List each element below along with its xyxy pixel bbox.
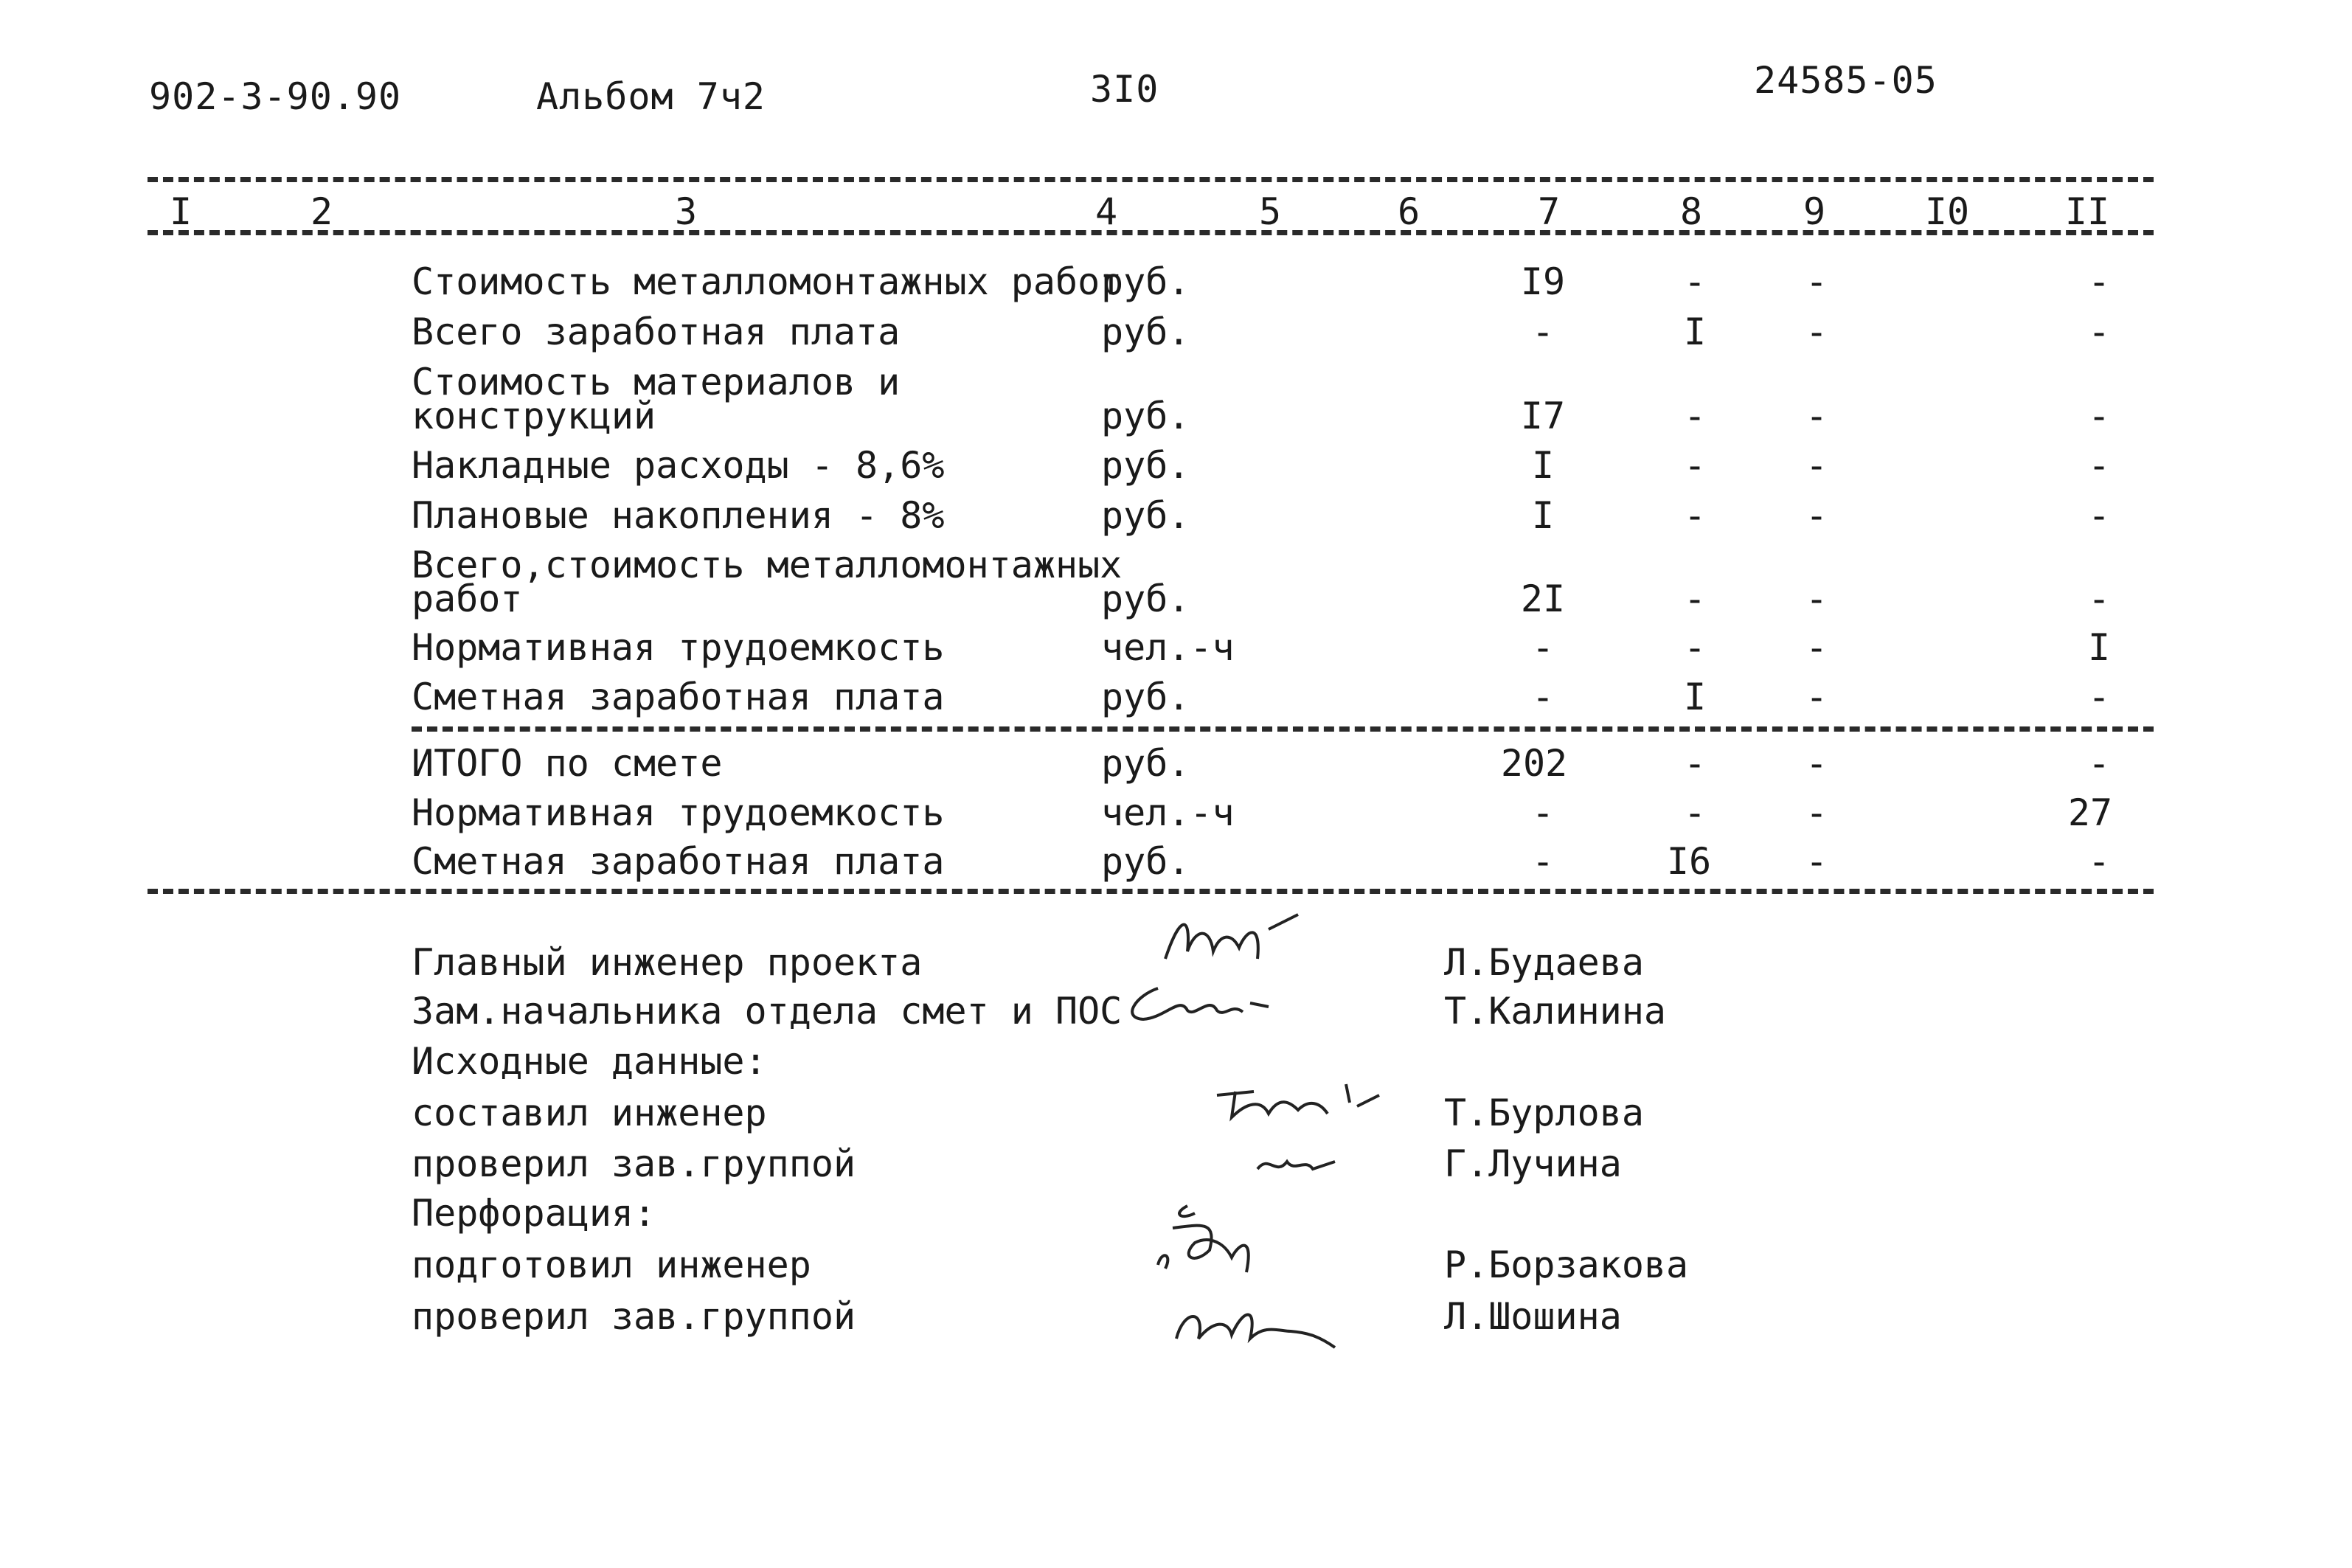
cell-col8: - <box>1683 494 1707 537</box>
table-top-rule <box>148 177 2154 182</box>
cell-col8: - <box>1683 395 1707 437</box>
column-number: II <box>2064 190 2110 233</box>
cell-col9: - <box>1805 311 1828 353</box>
handwritten-signature <box>1114 974 1305 1033</box>
totals-name: Сметная заработная плата <box>412 840 945 883</box>
cell-col7: I7 <box>1520 395 1566 437</box>
row-unit: руб. <box>1101 577 1190 620</box>
cell-col8: - <box>1683 791 1707 834</box>
column-number: 5 <box>1258 190 1282 233</box>
column-number: I <box>169 190 192 233</box>
row-name: Всего,стоимость металломонтажных <box>412 544 1123 586</box>
cell-col8: - <box>1683 260 1707 303</box>
cell-col9: - <box>1805 626 1828 669</box>
cell-col7: - <box>1531 791 1555 834</box>
cell-col7: I <box>1531 444 1555 487</box>
cell-col8: I6 <box>1666 840 1712 883</box>
cell-col11: - <box>2087 494 2111 537</box>
cell-col9: - <box>1805 840 1828 883</box>
signer-role: проверил зав.группой <box>412 1142 856 1185</box>
signer-role: подготовил инженер <box>412 1243 811 1286</box>
cell-col8: I <box>1683 676 1707 718</box>
signer-name: Т.Калинина <box>1444 990 1667 1033</box>
row-name: Стоимость металломонтажных работ <box>412 260 1123 303</box>
column-number: 8 <box>1679 190 1703 233</box>
cell-col9: - <box>1805 676 1828 718</box>
handwritten-signature <box>1162 1280 1353 1361</box>
cell-col11: - <box>2087 742 2111 785</box>
album-label: Альбом 7ч2 <box>536 75 766 118</box>
row-name: Сметная заработная плата <box>412 676 945 718</box>
cell-col8: - <box>1683 577 1707 620</box>
totals-unit: чел.-ч <box>1101 791 1235 834</box>
cell-col9: - <box>1805 494 1828 537</box>
signer-role: составил инженер <box>412 1092 767 1134</box>
totals-divider-rule <box>412 726 2154 732</box>
cell-col7: - <box>1531 311 1555 353</box>
cell-col11: - <box>2087 260 2111 303</box>
cell-col9: - <box>1805 577 1828 620</box>
totals-unit: руб. <box>1101 742 1190 785</box>
handwritten-signature <box>1254 1139 1342 1184</box>
section-heading: Исходные данные: <box>412 1040 767 1083</box>
cell-col8: - <box>1683 742 1707 785</box>
row-unit: руб. <box>1101 395 1190 437</box>
row-unit: руб. <box>1101 260 1190 303</box>
column-number: 9 <box>1803 190 1826 233</box>
inventory-number: 24585-05 <box>1754 59 1938 102</box>
row-name-continued: конструкций <box>412 395 656 437</box>
row-unit: руб. <box>1101 676 1190 718</box>
cell-col11: - <box>2087 840 2111 883</box>
cell-col7: I9 <box>1520 260 1566 303</box>
cell-col8: I <box>1683 311 1707 353</box>
cell-col7: - <box>1531 676 1555 718</box>
row-name: Нормативная трудоемкость <box>412 626 945 669</box>
column-number: 6 <box>1397 190 1420 233</box>
signer-role: Зам.начальника отдела смет и ПОС <box>412 990 1123 1033</box>
cell-col11: - <box>2087 395 2111 437</box>
section-heading: Перфорация: <box>412 1192 656 1235</box>
totals-unit: руб. <box>1101 840 1190 883</box>
cell-col7: I <box>1531 494 1555 537</box>
table-bottom-rule <box>148 889 2154 894</box>
row-name: Накладные расходы - 8,6% <box>412 444 945 487</box>
column-number: 4 <box>1095 190 1118 233</box>
cell-col11: 27 <box>2067 791 2113 834</box>
cell-col11: - <box>2087 444 2111 487</box>
totals-name: Нормативная трудоемкость <box>412 791 945 834</box>
signer-name: Л.Будаева <box>1444 941 1644 984</box>
cell-col7: - <box>1531 840 1555 883</box>
page-number: 3I0 <box>1090 68 1159 111</box>
row-unit: руб. <box>1101 444 1190 487</box>
row-name: Стоимость материалов и <box>412 361 901 403</box>
column-number: 3 <box>674 190 698 233</box>
doc-code: 902-3-90.90 <box>149 75 402 118</box>
cell-col8: - <box>1683 626 1707 669</box>
handwritten-signature <box>1210 1073 1401 1132</box>
column-number: I0 <box>1924 190 1970 233</box>
cell-col8: - <box>1683 444 1707 487</box>
signer-name: Т.Бурлова <box>1444 1092 1644 1134</box>
cell-col9: - <box>1805 260 1828 303</box>
signer-name: Г.Лучина <box>1444 1142 1622 1185</box>
cell-col11: - <box>2087 311 2111 353</box>
row-name: Плановые накопления - 8% <box>412 494 945 537</box>
handwritten-signature <box>1151 900 1328 981</box>
row-unit: руб. <box>1101 311 1190 353</box>
cell-col7: 202 <box>1500 742 1568 785</box>
cell-col11: - <box>2087 577 2111 620</box>
column-number: 7 <box>1537 190 1561 233</box>
row-unit: руб. <box>1101 494 1190 537</box>
row-name: Всего заработная плата <box>412 311 901 353</box>
column-number: 2 <box>310 190 333 233</box>
cell-col11: - <box>2087 676 2111 718</box>
cell-col9: - <box>1805 444 1828 487</box>
cell-col7: - <box>1531 626 1555 669</box>
totals-name: ИТОГО по смете <box>412 742 723 785</box>
signer-name: Р.Борзакова <box>1444 1243 1689 1286</box>
cell-col9: - <box>1805 395 1828 437</box>
header-bottom-rule <box>148 230 2154 235</box>
signer-name: Л.Шошина <box>1444 1295 1622 1338</box>
signer-role: проверил зав.группой <box>412 1295 856 1338</box>
cell-col9: - <box>1805 742 1828 785</box>
row-unit: чел.-ч <box>1101 626 1235 669</box>
row-name-continued: работ <box>412 577 523 620</box>
signer-role: Главный инженер проекта <box>412 941 923 984</box>
cell-col11: I <box>2087 626 2111 669</box>
cell-col7: 2I <box>1520 577 1566 620</box>
cell-col9: - <box>1805 791 1828 834</box>
